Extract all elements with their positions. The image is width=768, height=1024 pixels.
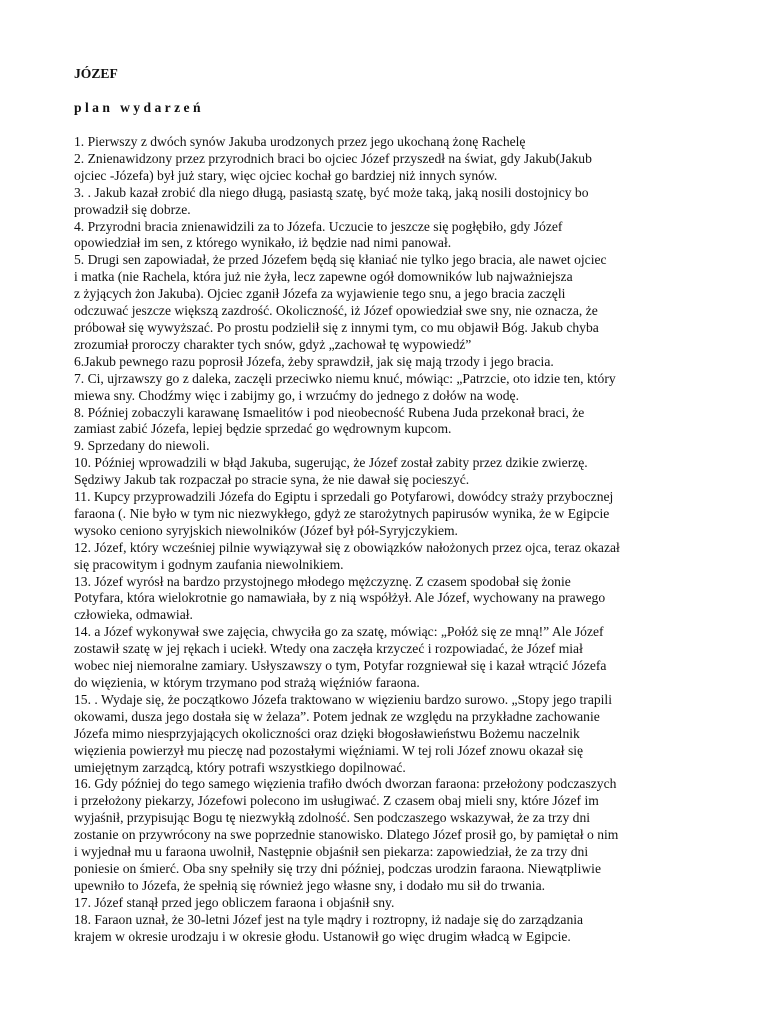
text-line: 15. . Wydaje się, że początkowo Józefa traktowano w więzieniu bardzo surowo. „Stopy jego trapili bbox=[74, 691, 612, 707]
text-line: i matka (nie Rachela, która już nie żyła, lecz zapewne ogół domowników lub najważniejsza bbox=[74, 269, 573, 285]
text-line: człowieka, odmawiał. bbox=[74, 607, 193, 623]
text-line: odczuwać jeszcze większą zazdrość. Okoliczność, iż Józef opowiedział swe sny, nie oznacza, że bbox=[74, 303, 598, 319]
text-line: 16. Gdy później do tego samego więzienia trafiło dwóch dworzan faraona: przełożony podczaszych bbox=[74, 776, 617, 792]
text-line: zostanie on przywrócony na swe poprzednie stanowisko. Dlatego Józef prosił go, by pamiętał o nim bbox=[74, 827, 619, 843]
document-title: JÓZEF bbox=[74, 66, 118, 81]
text-line: wobec niej niemoralne zamiary. Usłyszawszy o tym, Potyfar rozgniewał się i kazał wtrącić Józefa bbox=[74, 658, 607, 674]
text-line: prowadził się dobrze. bbox=[74, 201, 191, 217]
text-line: wysoko ceniono syryjskich niewolników (Józef był pół-Syryjczykiem. bbox=[74, 522, 458, 538]
text-line: 14. a Józef wykonywał swe zajęcia, chwyciła go za szatę, mówiąc: „Połóż się ze mną!” Ale Józef bbox=[74, 624, 604, 640]
text-line: 2. Znienawidzony przez przyrodnich braci bo ojciec Józef przyszedł na świat, gdy Jakub(Jakub bbox=[74, 150, 592, 166]
text-line: opowiedział im sen, z którego wynikało, iż będzie nad nimi panował. bbox=[74, 235, 452, 251]
text-line: Józefa mimo niesprzyjających okoliczności oraz dzięki błogosławieństwu Bożemu naczelnik bbox=[74, 725, 580, 741]
text-line: 5. Drugi sen zapowiadał, że przed Józefem będą się kłaniać nie tylko jego bracia, ale nawet ojciec bbox=[74, 252, 607, 268]
text-line: 18. Faraon uznał, że 30-letni Józef jest na tyle mądry i roztropny, iż nadaje się do zarządzania bbox=[74, 911, 584, 927]
text-line: próbował się wywyższać. Po prostu podzielił się z innymi tym, co mu objawił Bóg. Jakub chyba bbox=[74, 319, 599, 335]
text-line: i przełożony piekarzy, Józefowi polecono im usługiwać. Z czasem obaj mieli sny, które Józef im bbox=[74, 793, 599, 809]
text-line: z żyjących żon Jakuba). Ojciec zganił Józefa za wyjawienie tego snu, a jego bracia zaczęli bbox=[74, 286, 566, 302]
text-line: 4. Przyrodni bracia znienawidzili za to Józefa. Uczucie to jeszcze się pogłębiło, gdy Józef bbox=[74, 218, 563, 234]
text-line: zrozumiał proroczy charakter tych snów, gdyż „zachował tę wypowiedź” bbox=[74, 336, 472, 352]
document-subtitle: plan wydarzeń bbox=[74, 100, 204, 115]
text-line: zostawił szatę w jej rękach i uciekł. Wtedy ona zaczęła krzyczeć i rozpowiadać, że Józef miał bbox=[74, 641, 583, 657]
text-line: Potyfara, która wielokrotnie go namawiała, by z nią współżył. Ale Józef, wychowany na prawego bbox=[74, 590, 606, 606]
text-line: 8. Później zobaczyli karawanę Ismaelitów i pod nieobecność Rubena Juda przekonał braci, że bbox=[74, 404, 585, 420]
text-line: umiejętnym zarządcą, który potrafi wszystkiego dopilnować. bbox=[74, 759, 406, 775]
text-line: i wyjednał mu u faraona uwolnił, Następnie objaśnił sen piekarza: zapowiedział, że za trzy dni bbox=[74, 844, 589, 860]
text-line: upewniło to Józefa, że spełnią się również jego własne sny, i dodało mu sił do trwania. bbox=[74, 877, 546, 893]
text-line: 11. Kupcy przyprowadzili Józefa do Egiptu i sprzedali go Potyfarowi, dowódcy straży przybocznej bbox=[74, 489, 614, 505]
text-line: 17. Józef stanął przed jego obliczem faraona i objaśnił sny. bbox=[74, 894, 395, 910]
document-body bbox=[74, 134, 704, 946]
text-line: zamiast zabić Józefa, lepiej będzie sprzedać go wędrownym kupcom. bbox=[74, 421, 452, 437]
text-line: poniesie on śmierć. Oba sny spełniły się trzy dni później, podczas urodzin faraona. Niewątpliwie bbox=[74, 860, 601, 876]
text-line: wyjaśnił, przypisując Bogu tę niezwykłą zdolność. Sen podczaszego wskazywał, że za trzy dni bbox=[74, 810, 591, 826]
text-line: 13. Józef wyrósł na bardzo przystojnego młodego mężczyznę. Z czasem spodobał się żonie bbox=[74, 573, 571, 589]
document-page bbox=[74, 66, 704, 946]
text-line: Sędziwy Jakub tak rozpaczał po stracie syna, że nie dawał się pocieszyć. bbox=[74, 472, 470, 488]
text-line: więzienia powierzył mu pieczę nad pozostałymi więźniami. W tej roli Józef znowu okazał się bbox=[74, 742, 584, 758]
text-line: miewa sny. Chodźmy więc i zabijmy go, i wrzućmy do jednego z dołów na wodę. bbox=[74, 387, 519, 403]
text-line: 10. Później wprowadzili w błąd Jakuba, sugerując, że Józef został zabity przez dzikie zwierzę. bbox=[74, 455, 588, 471]
text-line: 7. Ci, ujrzawszy go z daleka, zaczęli przeciwko niemu knuć, mówiąc: „Patrzcie, oto idzie ten, który bbox=[74, 370, 616, 386]
text-line: ojciec -Józefa) był już stary, więc ojciec kochał go bardziej niż innych synów. bbox=[74, 167, 498, 183]
text-line: faraona (. Nie było w tym nic niezwykłego, gdyż ze starożytnych papirusów wynika, że w Egipcie bbox=[74, 505, 610, 521]
text-line: 12. Józef, który wcześniej pilnie wywiązywał się z obowiązków nałożonych przez ojca, teraz okazał bbox=[74, 539, 620, 555]
text-line: do więzienia, w którym trzymano pod strażą więźniów faraona. bbox=[74, 675, 420, 690]
text-line: okowami, dusza jego dostała się w żelaza”. Potem jednak ze względu na przykładne zachowanie bbox=[74, 708, 600, 724]
text-line: 3. . Jakub kazał zrobić dla niego długą, pasiastą szatę, być może taką, jaką nosili dostojnicy bo bbox=[74, 184, 589, 200]
text-line: krajem w okresie urodzaju i w okresie głodu. Ustanowił go więc drugim władcą w Egipcie. bbox=[74, 928, 571, 944]
text-line: się pracowitym i godnym zaufania niewolnikiem. bbox=[74, 556, 344, 572]
text-line: 9. Sprzedany do niewoli. bbox=[74, 438, 210, 454]
text-line: 6.Jakub pewnego razu poprosił Józefa, żeby sprawdził, jak się mają trzody i jego bracia. bbox=[74, 353, 554, 369]
text-line: 1. Pierwszy z dwóch synów Jakuba urodzonych przez jego ukochaną żonę Rachelę bbox=[74, 134, 526, 149]
